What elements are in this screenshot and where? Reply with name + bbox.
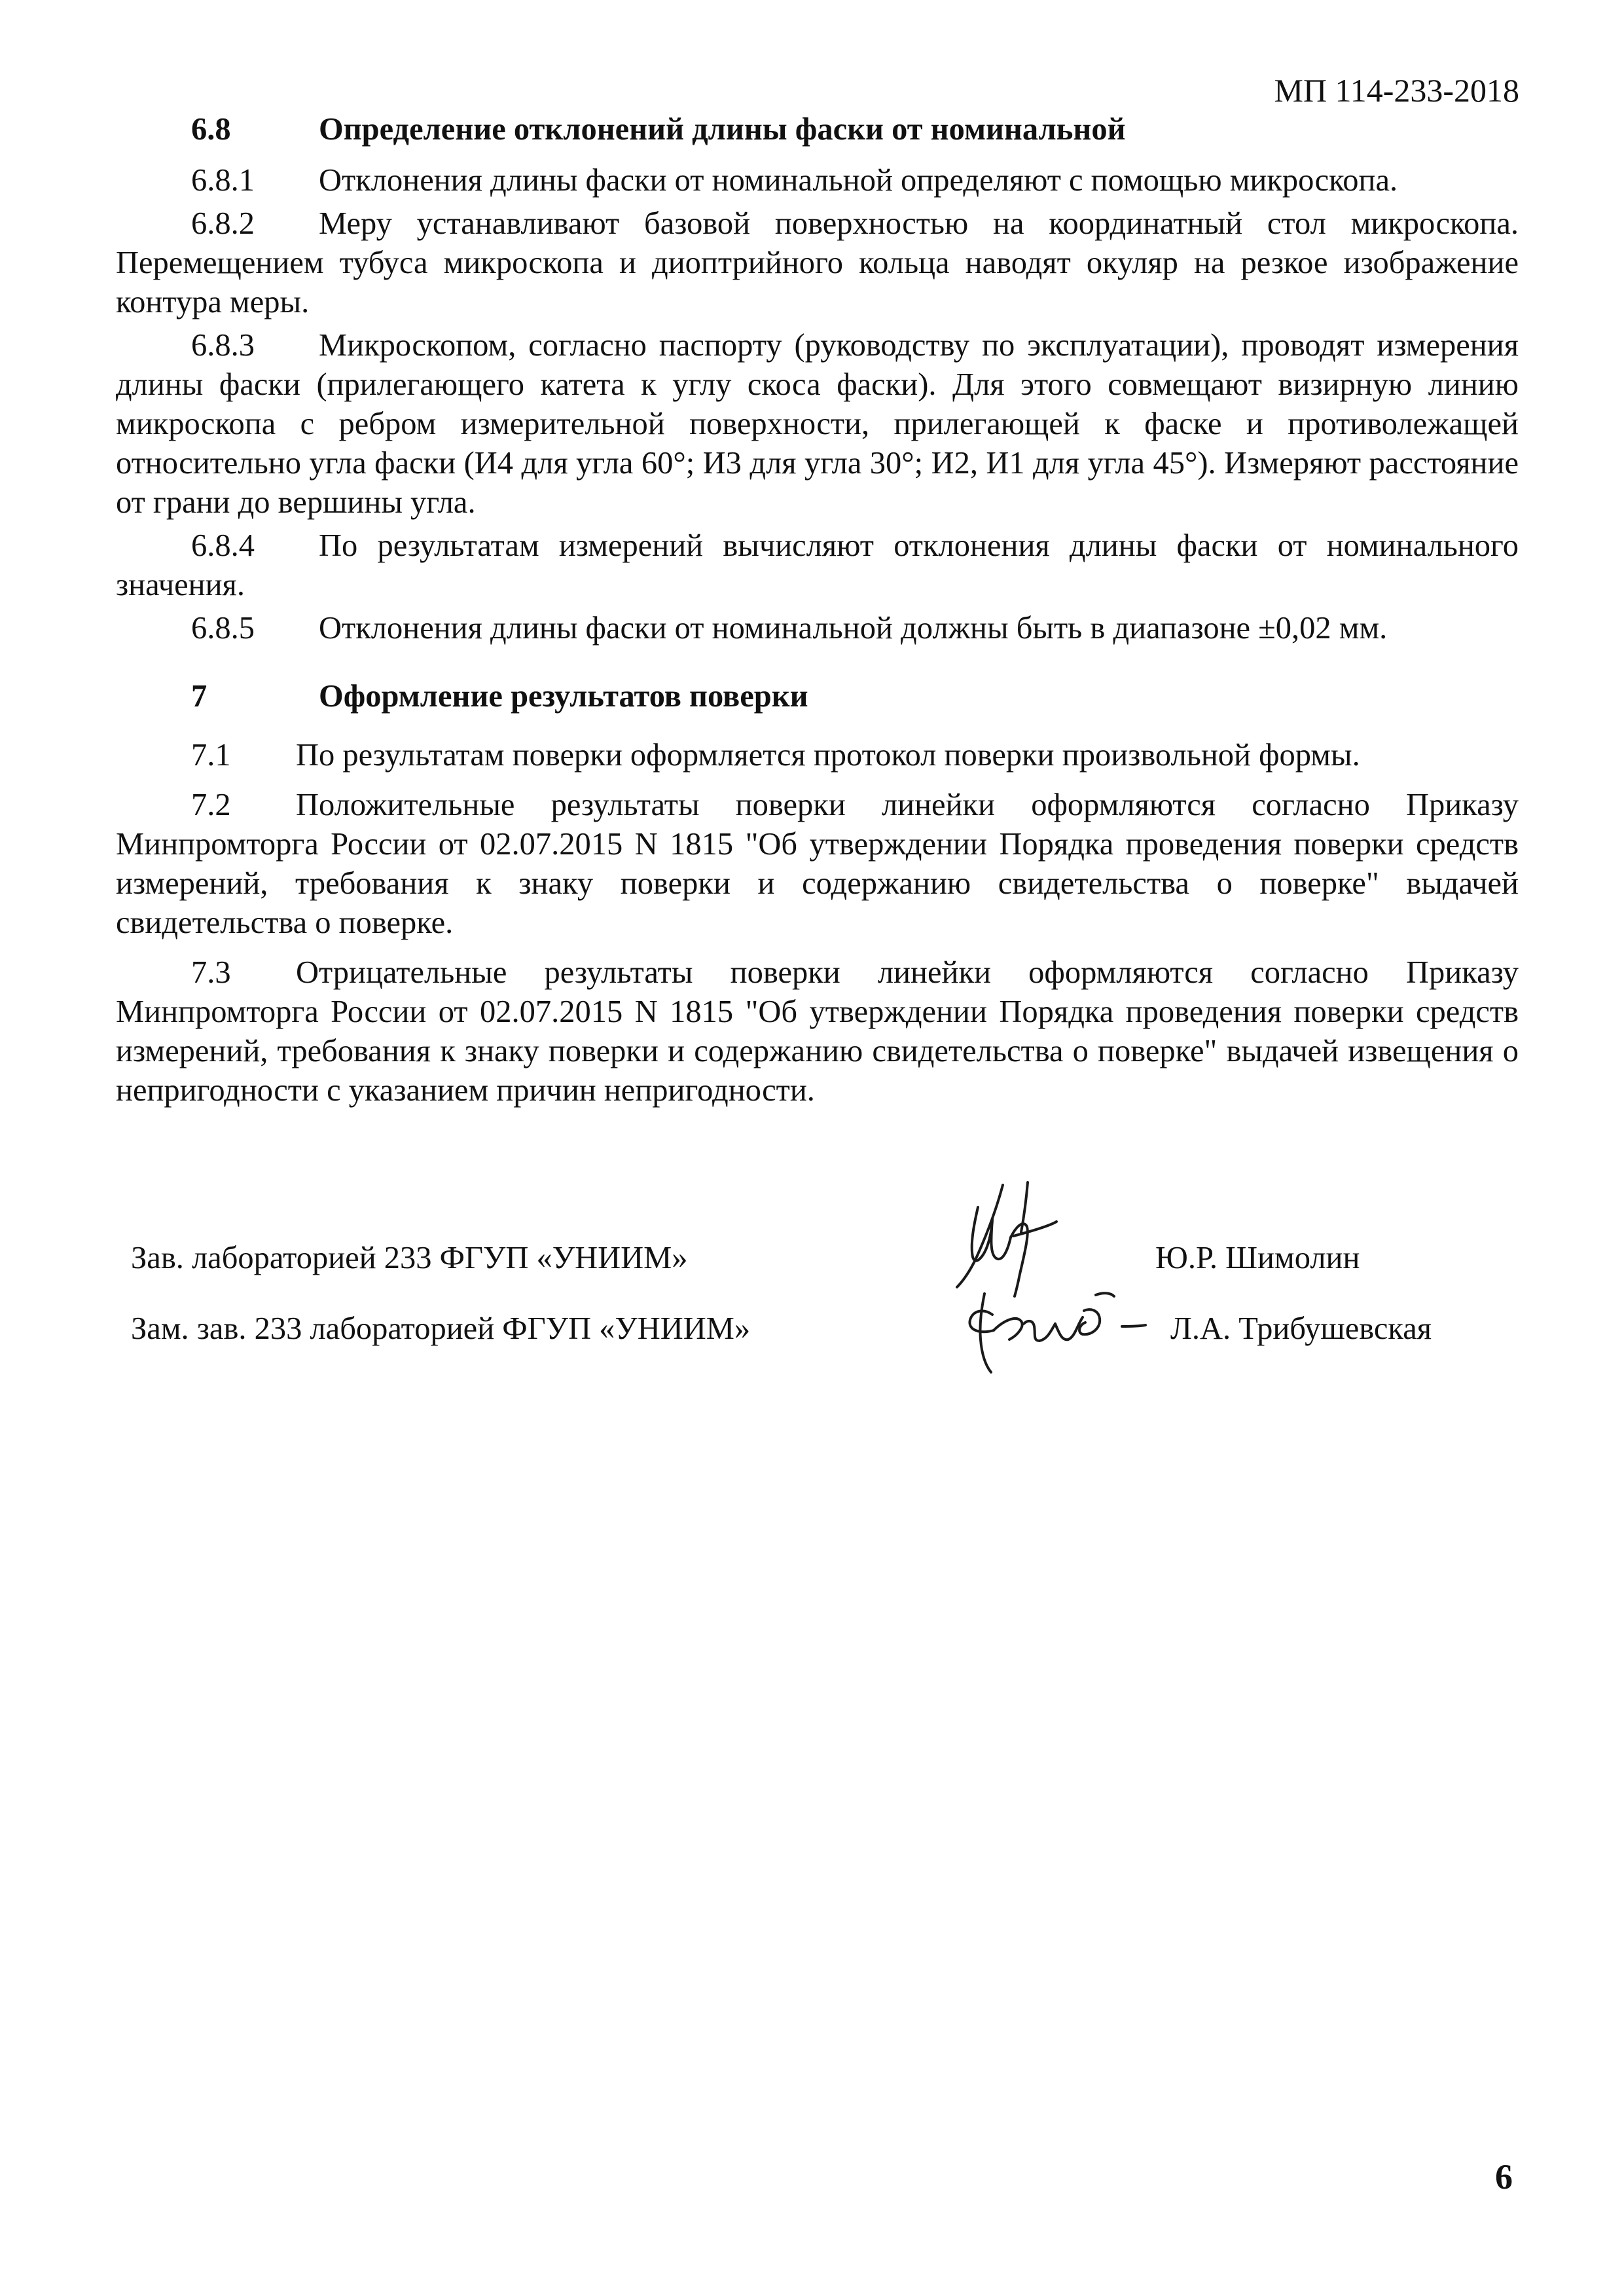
paragraph-number: 6.8.3 (191, 328, 255, 363)
section-title: Определение отклонений длины фаски от номинальной (319, 112, 1126, 147)
signature-block (131, 1224, 1519, 1408)
section-heading-7 (116, 677, 1519, 716)
section-number: 6.8 (191, 112, 231, 147)
signatory-position: Зав. лабораторией 233 ФГУП «УНИИМ» (131, 1241, 688, 1275)
paragraph-6-8-3 (116, 326, 1519, 522)
paragraph-7-2 (116, 786, 1519, 943)
paragraph-number: 7.1 (191, 738, 231, 773)
paragraph-number: 7.3 (191, 955, 231, 990)
signatory-position: Зам. зав. 233 лабораторией ФГУП «УНИИМ» (131, 1311, 751, 1346)
paragraph-text: Меру устанавливают базовой поверхностью на координатный стол микроскопа. Перемещением тубуса микроскопа и диоптрийного кольца наводят окуляр на резкое изображение контура меры. (116, 206, 1519, 319)
paragraph-7-3 (116, 953, 1519, 1110)
paragraph-number: 6.8.1 (191, 163, 255, 198)
paragraph-number: 6.8.4 (191, 528, 255, 563)
paragraph-text: По результатам поверки оформляется протокол поверки произвольной формы. (296, 738, 1360, 773)
paragraph-6-8-5 (116, 609, 1519, 648)
paragraph-text: Отклонения длины фаски от номинальной определяют с помощью микроскопа. (319, 163, 1398, 198)
signatory-name: Ю.Р. Шимолин (1155, 1241, 1360, 1275)
section-number: 7 (191, 679, 208, 714)
signature-row (131, 1309, 1519, 1349)
paragraph-6-8-2 (116, 204, 1519, 322)
section-heading-6-8 (116, 110, 1519, 149)
paragraph-6-8-1 (116, 161, 1519, 200)
document-code: МП 114-233-2018 (1274, 72, 1519, 109)
paragraph-number: 6.8.2 (191, 206, 255, 241)
handwritten-signature (905, 1159, 1245, 1408)
paragraph-text: Микроскопом, согласно паспорту (руководству по эксплуатации), проводят измерения длины фаски (прилегающего катета к углу скоса фаски). Для этого совмещают визирную линию микроскопа с ребром измерительной поверхности, прилегающей к фаске и противолежащей относительно угла фаски (И4 для угла 60°; И3 для угла 30°; И2, И1 для угла 45°). Измеряют расстояние от грани до вершины угла. (116, 328, 1519, 520)
section-title: Оформление результатов поверки (319, 679, 808, 714)
paragraph-6-8-4 (116, 526, 1519, 605)
paragraph-number: 6.8.5 (191, 611, 255, 646)
paragraph-text: Положительные результаты поверки линейки оформляются согласно Приказу Минпромторга России от 02.07.2015 N 1815 "Об утверждении Порядка проведения поверки средств измерений, требования к знаку поверки и содержанию свидетельства о поверке" выдачей свидетельства о поверке. (116, 788, 1519, 940)
signatory-name: Л.А. Трибушевская (1170, 1311, 1432, 1346)
paragraph-text: По результатам измерений вычисляют отклонения длины фаски от номинального значения. (116, 528, 1519, 602)
document-body (116, 110, 1519, 1121)
paragraph-text: Отрицательные результаты поверки линейки оформляются согласно Приказу Минпромторга России от 02.07.2015 N 1815 "Об утверждении Порядка проведения поверки средств измерений, требования к знаку поверки и содержанию свидетельства о поверке" выдачей извещения о непригодности с указанием причин непригодности. (116, 955, 1519, 1108)
signature-row (131, 1239, 1519, 1278)
paragraph-7-1 (116, 736, 1519, 775)
page-number: 6 (1495, 2157, 1513, 2196)
paragraph-number: 7.2 (191, 788, 231, 822)
paragraph-text: Отклонения длины фаски от номинальной должны быть в диапазоне ±0,02 мм. (319, 611, 1388, 646)
